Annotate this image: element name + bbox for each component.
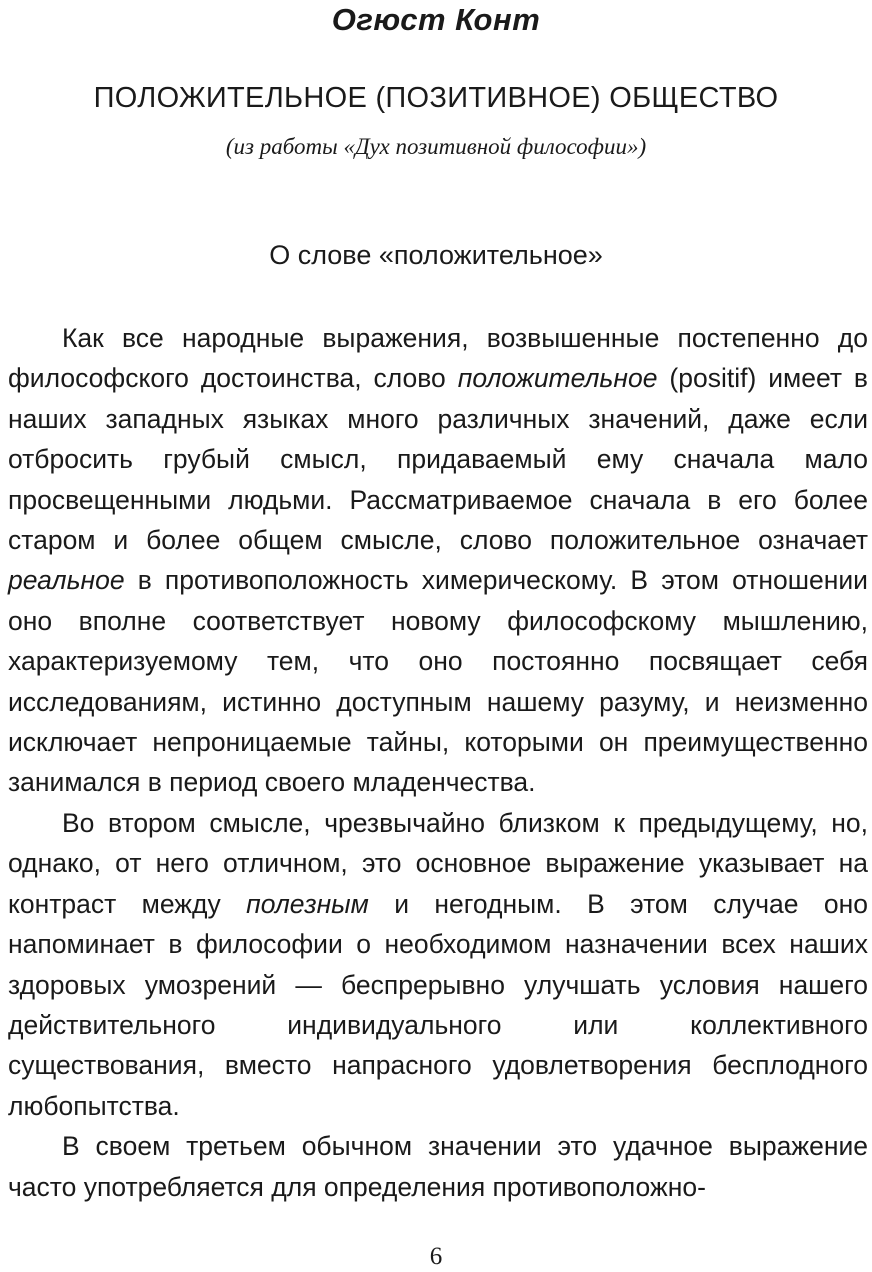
paragraph-1 bbox=[8, 318, 868, 803]
section-heading: О слове «положительное» bbox=[269, 240, 603, 270]
paragraph-2-italic-1: полезным bbox=[246, 888, 369, 919]
body-text bbox=[8, 318, 868, 1207]
author-name: Огюст Конт bbox=[331, 2, 541, 37]
paragraph-2-text-a: Во втором смысле, чрезвычайно близком к предыдущему, но, однако, от него отличном, это основное выражение указывает на контраст между bbox=[8, 807, 868, 919]
paragraph-1-text-c: в противоположность химерическому. В этом отношении оно вполне соответствует новому философскому мышлению, характеризуемому тем, что оно постоянно посвящает себя исследованиям, истинно доступным нашему разуму, и неизменно исключает непроницаемые тайны, которыми он преимущественно занимался в период своего младенчества. bbox=[8, 565, 868, 798]
page-number: 6 bbox=[429, 1243, 443, 1270]
paragraph-2 bbox=[8, 803, 868, 1126]
paragraph-2-text-b: и негодным. В этом случае оно напоминает в философии о необходимом назначении всех наших здоровых умозрений — беспрерывно улучшать условия нашего действительного индивидуального или коллективного существования, вместо напрасного удовлетворения бесплодного любопытства. bbox=[8, 888, 868, 1121]
paragraph-1-italic-2: реальное bbox=[8, 565, 125, 596]
paragraph-1-italic-1: положительное bbox=[457, 363, 658, 394]
paragraph-1-text-b: (positif) имеет в наших западных языках много различных значений, даже если отбросить грубый смысл, придаваемый ему сначала мало просвещенными людьми. Рассматриваемое сначала в его более старом и более общем смысле, слово положительное означает bbox=[8, 363, 868, 556]
chapter-subtitle: (из работы «Дух позитивной философии») bbox=[225, 134, 647, 159]
paragraph-3 bbox=[8, 1126, 868, 1207]
paragraph-3-text-a: В своем третьем обычном значении это удачное выражение часто употребляется для определения противоположно- bbox=[8, 1131, 868, 1202]
chapter-title: ПОЛОЖИТЕЛЬНОЕ (ПОЗИТИВНОЕ) ОБЩЕСТВО bbox=[93, 82, 779, 114]
paragraph-1-text-a: Как все народные выражения, возвышенные постепенно до философского достоинства, слово bbox=[8, 323, 868, 394]
